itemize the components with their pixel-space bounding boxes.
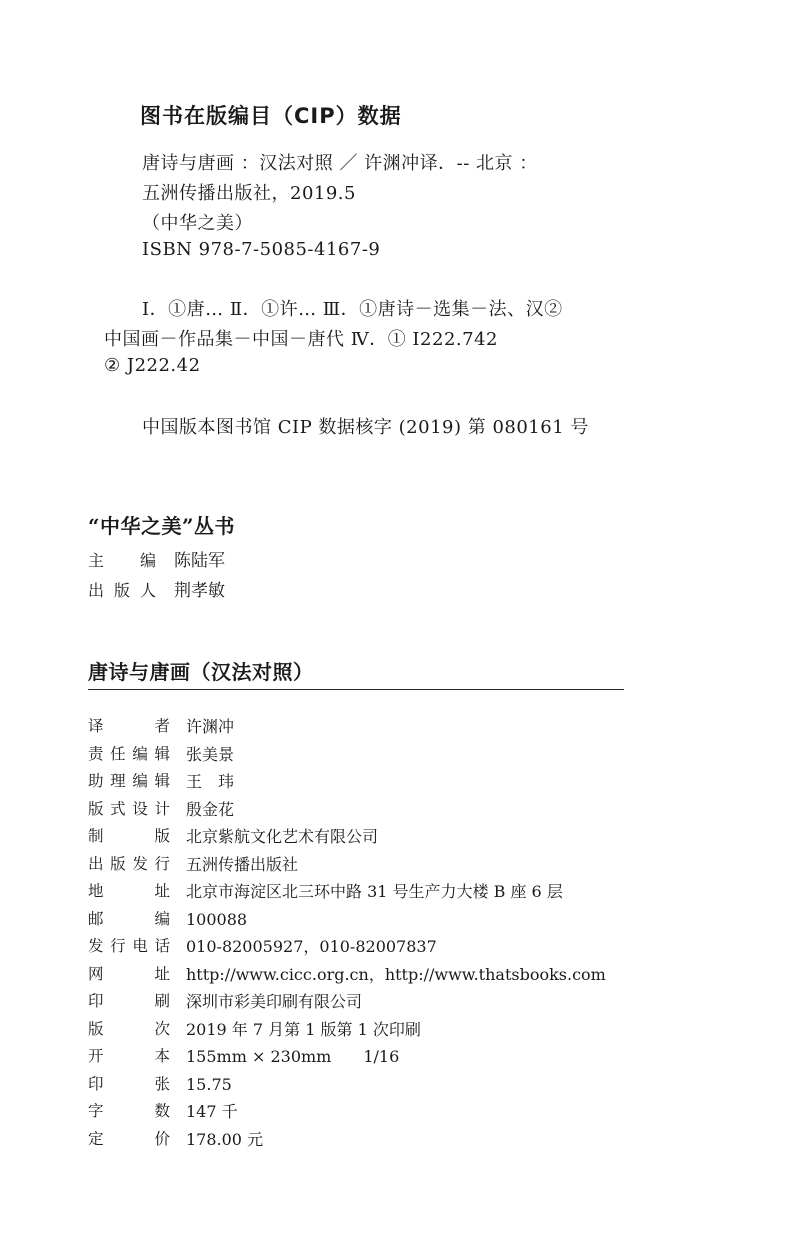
cip-line: ② J222.42 (104, 355, 201, 376)
detail-label: 版式设计 (88, 799, 170, 818)
series-row-value: 陈陆军 (174, 551, 225, 571)
detail-label: 字数 (88, 1102, 170, 1120)
detail-row (88, 961, 606, 989)
cip-line: 唐诗与唐画 ：汉法对照 ／ 许渊冲译．-- 北京 ： (142, 153, 538, 174)
detail-row (88, 741, 606, 769)
detail-label: 开本 (88, 1047, 170, 1065)
cip-line: 中国画－作品集－中国－唐代 Ⅳ．① I222.742 (104, 329, 498, 350)
series-row-label: 出版人 (88, 581, 156, 600)
cip-line: ISBN 978-7-5085-4167-9 (142, 239, 381, 260)
divider-rule (88, 689, 624, 690)
detail-value: 北京市海淀区北三环中路 31 号生产力大楼 B 座 6 层 (186, 882, 563, 901)
detail-row (88, 1126, 606, 1154)
detail-row (88, 933, 606, 961)
detail-value: 张美景 (186, 744, 235, 764)
cip-line: Ⅰ．①唐… Ⅱ．①许… Ⅲ．①唐诗－选集－法、汉② (142, 299, 563, 320)
detail-row (88, 713, 606, 741)
detail-value: 100088 (186, 909, 248, 929)
series-editor-row (88, 546, 225, 571)
detail-label: 译者 (88, 717, 170, 735)
book-details (88, 713, 606, 1153)
detail-label: 责任编辑 (88, 744, 170, 763)
detail-row (88, 796, 606, 824)
cip-record-number: 中国版本图书馆 CIP 数据核字 (2019) 第 080161 号 (142, 417, 589, 438)
detail-row (88, 1043, 606, 1071)
detail-row (88, 1071, 606, 1099)
detail-value: 010-82005927，010-82007837 (186, 937, 437, 956)
series-title: “中华之美”丛书 (88, 514, 236, 538)
detail-value: 许渊冲 (186, 717, 235, 736)
detail-label: 印张 (88, 1074, 170, 1093)
detail-value: 15.75 (186, 1074, 232, 1094)
detail-value: http://www.cicc.org.cn，http://www.thatsbooks.com (186, 964, 606, 984)
detail-value: 178.00 元 (186, 1129, 264, 1149)
cip-heading: 图书在版编目（CIP）数据 (140, 104, 402, 128)
detail-label: 定价 (88, 1129, 170, 1148)
detail-label: 印刷 (88, 992, 170, 1010)
detail-label: 出版发行 (88, 854, 170, 873)
detail-label: 邮编 (88, 909, 170, 928)
detail-row (88, 851, 606, 879)
detail-label: 制版 (88, 827, 170, 845)
detail-value: 2019 年 7 月第 1 版第 1 次印刷 (186, 1019, 421, 1039)
detail-label: 地址 (88, 882, 170, 900)
detail-label: 版次 (88, 1019, 170, 1038)
detail-label: 网址 (88, 964, 170, 983)
detail-label: 助理编辑 (88, 772, 170, 790)
detail-value: 五洲传播出版社 (186, 854, 299, 874)
detail-value: 155mm × 230mm 1/16 (186, 1047, 400, 1066)
detail-label: 发行电话 (88, 937, 170, 955)
detail-value: 北京紫航文化艺术有限公司 (186, 827, 379, 846)
detail-value: 王 玮 (186, 772, 235, 791)
series-row-label: 主编 (88, 551, 156, 570)
detail-row (88, 823, 606, 851)
detail-row (88, 988, 606, 1016)
detail-row (88, 1098, 606, 1126)
detail-value: 殷金花 (186, 799, 235, 819)
cip-line: （中华之美） (142, 213, 253, 234)
series-row-value: 荆孝敏 (174, 581, 225, 601)
detail-row (88, 878, 606, 906)
book-title: 唐诗与唐画（汉法对照） (88, 660, 314, 684)
cip-line: 五洲传播出版社，2019.5 (142, 183, 356, 204)
series-publisher-row (88, 576, 225, 601)
detail-value: 深圳市彩美印刷有限公司 (186, 992, 363, 1011)
detail-row (88, 1016, 606, 1044)
detail-row (88, 906, 606, 934)
detail-row (88, 768, 606, 796)
detail-value: 147 千 (186, 1102, 238, 1121)
